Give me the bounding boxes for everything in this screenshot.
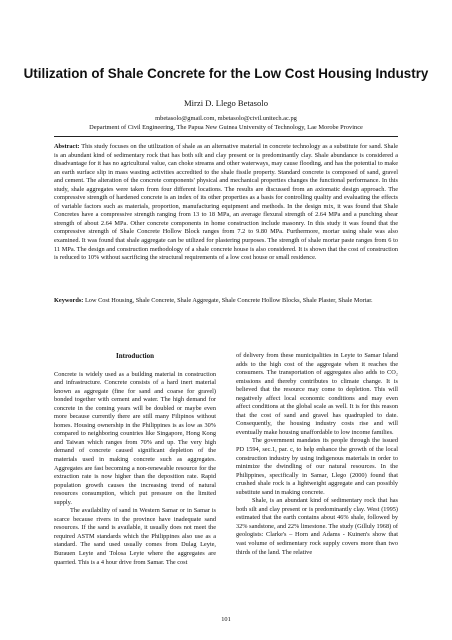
- body-paragraph: Shale, is an abundant kind of sedimentary rock that has both silt and clay present or is predominantly clay. West (1995) estimated that the earth contains about 46% shale, followed by 32% sandstone, and 22% limestone. The study (Gilluly 1968) of geologists: Clarke's – Horn and Adams - Kuinen's show that vast volume of sedimentary rock supply covers more than two thirds of the land. The relative: [236, 497, 399, 556]
- body-paragraph: The government mandates its people through the issued PD 1594, sec.1, par. c, to help enhance the growth of the local construction industry by using indigenous materials in order to minimize the dwindling of our natural resources. In the Philippines, specifically in Samar, Llego (2000) found that crushed shale rock is a lightweight aggregate and can possibly substitute sand in making concrete.: [236, 437, 398, 496]
- header-divider: [54, 136, 398, 137]
- section-heading-introduction: Introduction: [116, 352, 154, 360]
- author-name: Mirzi D. Llego Betasolo: [183, 98, 268, 108]
- author-emails: mbetasolo@gmail.com, mbetasolo@civil.unitech.ac.pg: [155, 115, 297, 122]
- abstract: [54, 143, 398, 263]
- paper-title: Utilization of Shale Concrete for the Low Cost Housing Industry: [23, 66, 429, 81]
- body-paragraph: Concrete is widely used as a building material in construction and infrastructure. Concrete consists of a hard inert material known as aggregate (fine for sand and coarse for gravel) bonded together with cement and water. The high demand for concrete in the coming years will be doubled or maybe even more because currently there are still many Filipinos without homes. Housing ownership in the Philippines is as low as 30% compared to neighboring countries like Singapore, Hong Kong and Taiwan which ranges from 70% and up. The very high demand of concrete caused significant depletion of the materials used in making concrete such as aggregates. Aggregates are fast becoming a non-renewable resource for the extraction rate is now higher than the deposition rate. Rapid population growth causes the increasing trend of natural resources consumption, which put pressure on the limited supply.: [54, 370, 216, 506]
- right-column: [236, 352, 398, 557]
- abstract-text: This study focuses on the utilization of shale as an alternative material in concrete technology as a substitute for sand. Shale is an abundant kind of sedimentary rock that has both silt and clay present or is predominantly clay. Shale abundance is considered a disadvantage for it has no agricultural value, can choke streams and other waterways, may cause flooding, and has the potential to make an earth surface slip in mass wasting activities accredited to the shale fissile property. Standard concrete is composed of sand, gravel and cement. The alteration of the concrete components' physical and mechanical properties changes the functional performance. In this study, shale aggregates were taken from four different locations. The results are discussed from an axiomatic design approach. The compressive strength of hardened concrete is an index of its other properties as a basis for controlling quality and evaluating the effects of variable factors such as materials, proportion, manufacturing equipment and methods. In the design mix, it was found that Shale Concretes have a compressive strength ranging from 13 to 18 MPa, an average flexural strength of 2.64 MPa and a punching shear strength of about 2.64 MPa. Other concrete components in home construction include masonry. In this study it was found that the compressive strength of Shale Concrete Hollow Block ranges from 7.2 to 9.80 MPa. Furthermore, mortar using shale was also examined. It was found that shale aggregate can be utilized for plastering purposes. The strength of shale mortar paste ranges from 6 to 11 MPa. The design and construction methodology of a shale concrete house is also considered. It is shown that the cost of construction is reduced to 10% without sacrificing the structural requirements of a low cost house or small residence.: [54, 143, 398, 262]
- keywords: [54, 297, 398, 306]
- keywords-text: Low Cost Housing, Shale Concrete, Shale Aggregate, Shale Concrete Hollow Blocks, Shale Plaster, Shale Mortar.: [83, 297, 373, 304]
- keywords-label: Keywords:: [54, 297, 84, 304]
- page-number: 101: [221, 616, 231, 623]
- body-paragraph: of delivery from these municipalities in Leyte to Samar Island adds to the high cost of the aggregate when it reaches the consumers. The transportation of aggregates also adds to CO₂ emissions and thereby contributes to climate change. It is believed that the resource may come to depletion. This will negatively affect local economic conditions and may even affect conditions at the global scale as well. It is for this reason that the cost of sand and gravel has quadrupled to date. Consequently, the housing industry costs rise and will eventually make housing unaffordable to low income families.: [236, 352, 398, 436]
- left-column: [54, 352, 216, 567]
- body-paragraph: The availability of sand in Western Samar or in Samar is scarce because rivers in the province have inadequate sand resources. If the sand is available, it usually does not meet the required ASTM standards which the Philippines also use as a standard. The sand used usually comes from Dulag Leyte, Burauen Leyte and Tolosa Leyte where the aggregates are quarried. This is a 4 hour drive from Samar. The cost: [54, 507, 216, 566]
- author-affiliation: Department of Civil Engineering, The Papua New Guinea University of Technology, Lae Morobe Province: [89, 124, 363, 131]
- abstract-label: Abstract:: [54, 143, 80, 150]
